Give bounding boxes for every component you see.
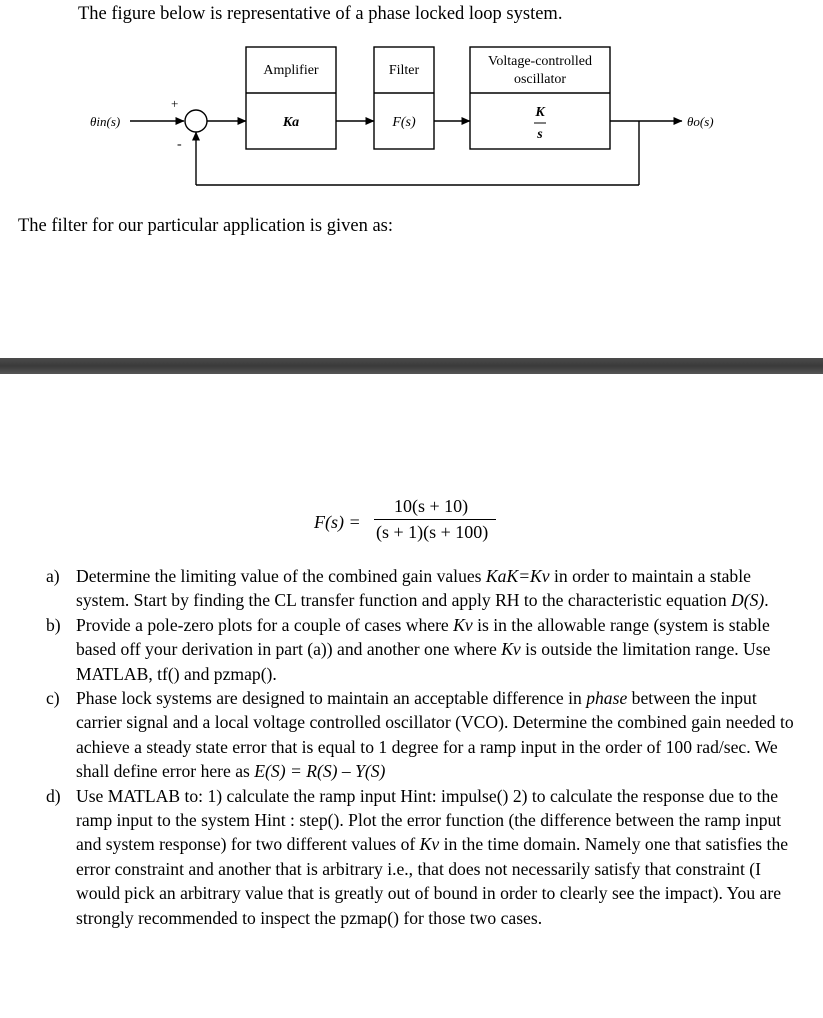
question-a: a) Determine the limiting value of the combined gain values KaK=Kv in order to maintain a stable system. Start by finding the CL transfer function and apply RH to the characteristic equation D(S). bbox=[46, 566, 769, 611]
question-label: b) bbox=[46, 614, 61, 635]
intro-text: The figure below is representative of a phase locked loop system. bbox=[78, 4, 563, 24]
question-label: d) bbox=[46, 785, 61, 806]
divider-band bbox=[0, 358, 823, 374]
question-label: a) bbox=[46, 566, 60, 586]
pll-block-diagram bbox=[60, 40, 760, 200]
fs-label: F(s) bbox=[392, 115, 416, 130]
plus-sign: + bbox=[171, 96, 179, 111]
output-label: θo(s) bbox=[687, 114, 714, 129]
vco-label-line1: Voltage-controlled bbox=[488, 54, 592, 69]
k-label: K bbox=[535, 105, 545, 120]
question-list bbox=[40, 564, 800, 930]
filter-intro-text: The filter for our particular application is given as: bbox=[18, 216, 394, 236]
summing-junction bbox=[185, 110, 207, 132]
question-d: d) Use MATLAB to: 1) calculate the ramp input Hint: impulse() 2) to calculate the response due to the ramp input to the system Hint : step(). Plot the error function (the difference between the ramp input and system response) for two different values of Kv in the time domain. Namely one that satisfies the error constraint and another that is arbitrary i.e., that does not necessarily satisfy that constraint (I would pick an arbitrary value that is greatly out of bound in order to clearly see the impact). You are strongly recommended to inspect the pzmap() for those two cases. bbox=[46, 785, 789, 928]
amplifier-label: Amplifier bbox=[263, 63, 319, 78]
equation-denominator: (s + 1)(s + 100) bbox=[376, 522, 489, 542]
vco-label-line2: oscillator bbox=[513, 72, 567, 87]
input-label: θin(s) bbox=[90, 114, 121, 129]
filter-label: Filter bbox=[388, 63, 420, 78]
question-c: c) Phase lock systems are designed to maintain an acceptable difference in phase between the input carrier signal and a local voltage controlled oscillator (VCO). Determine the combined gain needed to achieve a steady state error that is equal to 1 degree for a ramp input in the order of 100 rad/sec. We shall define error here as E(S) = R(S) – Y(S) bbox=[46, 688, 794, 782]
question-label: c) bbox=[46, 688, 60, 709]
equation-numerator: 10(s + 10) bbox=[394, 496, 469, 516]
minus-sign: - bbox=[177, 137, 182, 152]
fraction-bar bbox=[374, 519, 496, 520]
ka-label: Ka bbox=[282, 115, 300, 130]
question-b: b) Provide a pole-zero plots for a couple of cases where Kv is in the allowable range (system is stable based off your derivation in part (a)) and another one where Kv is outside the limitation range. Use MATLAB, tf() and pzmap(). bbox=[46, 614, 771, 684]
s-label: s bbox=[537, 127, 543, 142]
equation-lhs: F(s) = bbox=[314, 512, 361, 532]
